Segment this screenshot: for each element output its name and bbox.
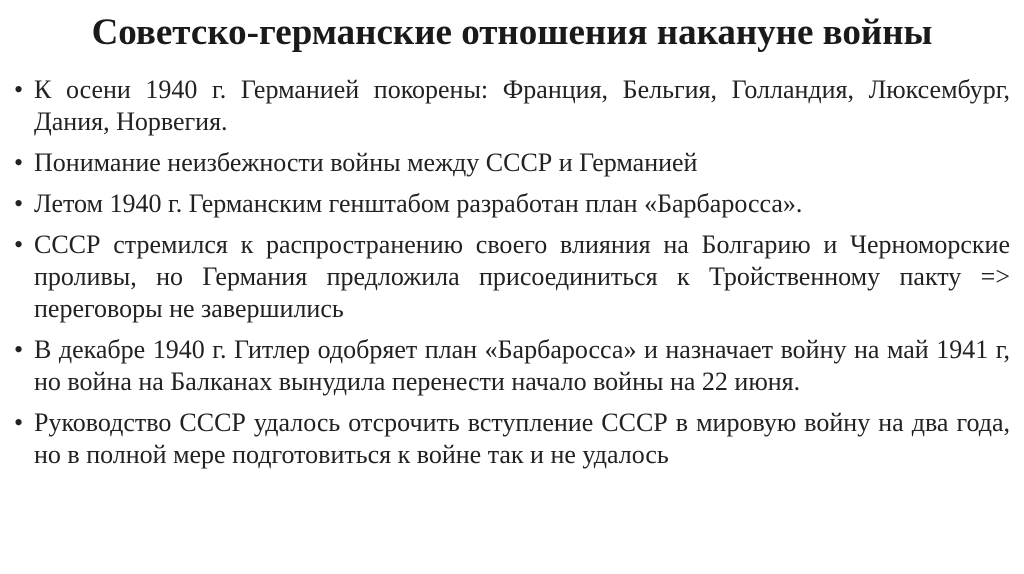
- bullet-text: Летом 1940 г. Германским генштабом разработан план «Барбаросса».: [34, 189, 803, 218]
- bullet-dot-icon: •: [14, 335, 24, 364]
- bullet-item: [14, 74, 1010, 138]
- bullet-text: СССР стремился к распространению своего влияния на Болгарию и Черноморские проливы, но Германия предложила присоединиться к Тройственному пакту => переговоры не завершились: [34, 230, 1010, 323]
- bullet-item: [14, 147, 1010, 179]
- bullet-dot-icon: •: [14, 148, 24, 177]
- bullet-list: [14, 74, 1010, 480]
- bullet-text: Понимание неизбежности войны между СССР и Германией: [34, 148, 698, 177]
- bullet-text: К осени 1940 г. Германией покорены: Франция, Бельгия, Голландия, Люксембург, Дания, Норвегия.: [34, 75, 1010, 136]
- bullet-dot-icon: •: [14, 408, 24, 437]
- bullet-text: Руководство СССР удалось отсрочить вступление СССР в мировую войну на два года, но в полной мере подготовиться к войне так и не удалось: [34, 408, 1010, 469]
- bullet-item: [14, 407, 1010, 471]
- bullet-dot-icon: •: [14, 230, 24, 259]
- bullet-text: В декабре 1940 г. Гитлер одобряет план «Барбаросса» и назначает войну на май 1941 г, но война на Балканах вынудила перенести начало войны на 22 июня.: [34, 335, 1010, 396]
- slide-title: Советско-германские отношения накануне войны: [91, 12, 933, 53]
- bullet-item: [14, 229, 1010, 325]
- bullet-item: [14, 334, 1010, 398]
- bullet-dot-icon: •: [14, 75, 24, 104]
- bullet-dot-icon: •: [14, 189, 24, 218]
- bullet-item: [14, 188, 1010, 220]
